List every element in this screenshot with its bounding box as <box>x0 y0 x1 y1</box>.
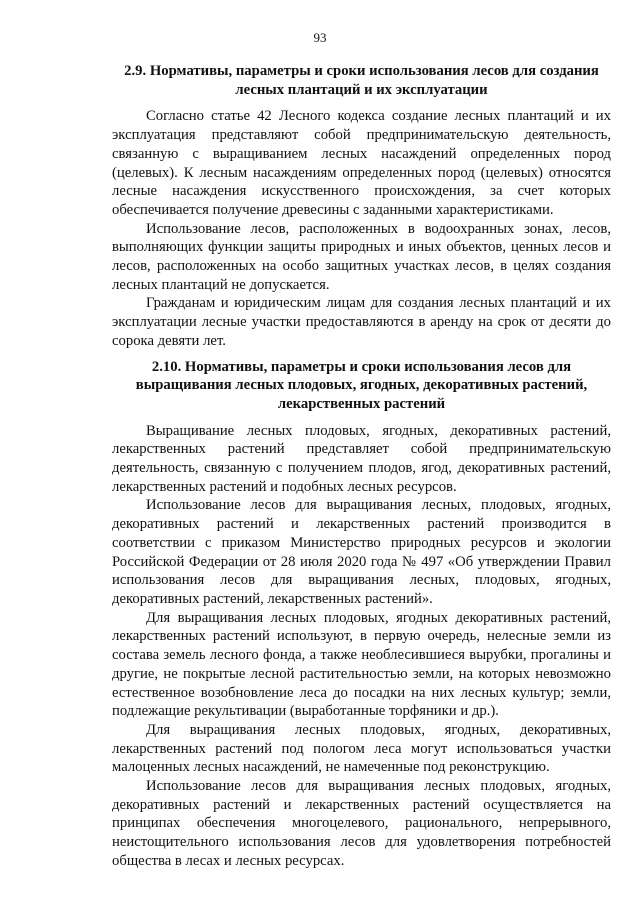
paragraph: Использование лесов для выращивания лесных плодовых, ягодных, декоративных растений и лекарственных растений осуществляется на принципах обеспечения многоцелевого, рационального, непрерывного, неистощительного использования лесов для удовлетворения потребностей общества в лесах и лесных ресурсах. <box>112 778 611 869</box>
page-number: 93 <box>313 30 327 45</box>
paragraph: Выращивание лесных плодовых, ягодных, декоративных растений, лекарственных растений представляет собой предпринимательскую деятельность, связанную с получением плодов, ягод, декоративных растений, лекарственных растений и подобных лесных ресурсов. <box>112 422 611 495</box>
paragraph: Согласно статье 42 Лесного кодекса создание лесных плантаций и их эксплуатация представляют собой предпринимательскую деятельность, связанную с выращиванием лесных насаждений определенных пород (целевых). К лесным насаждениям определенных пород (целевых) относятся лесные насаждения искусственного происхождения, за счет которых обеспечивается получение древесины с заданными характеристиками. <box>112 108 611 218</box>
paragraph: Использование лесов, расположенных в водоохранных зонах, лесов, выполняющих функции защиты природных и иных объектов, ценных лесов и лесов, расположенных на особо защитных участках лесов, в целях создания лесных плантаций не допускается. <box>112 220 611 293</box>
paragraph: Гражданам и юридическим лицам для создания лесных плантаций и их эксплуатации лесные участки предоставляются в аренду на срок от десяти до сорока девяти лет. <box>112 295 611 349</box>
document-body <box>112 62 611 871</box>
section-heading: 2.9. Нормативы, параметры и сроки использования лесов для создания лесных плантаций и их эксплуатации <box>124 63 599 98</box>
paragraph: Для выращивания лесных плодовых, ягодных, декоративных, лекарственных растений под пологом леса могут использоваться участки малоценных лесных насаждений, не намеченные под реконструкцию. <box>112 721 611 776</box>
section-heading: 2.10. Нормативы, параметры и сроки использования лесов для выращивания лесных плодовых, ягодных, декоративных растений, лекарственных растений <box>135 358 588 412</box>
paragraph: Использование лесов для выращивания лесных, плодовых, ягодных, декоративных растений и лекарственных растений производится в соответствии с приказом Министерство природных ресурсов и экологии Российской Федерации от 28 июля 2020 года № 497 «Об утверждении Правил использования лесов для выращивания лесных, плодовых, ягодных, декоративных растений, лекарственных растений». <box>112 497 611 607</box>
section-2-9 <box>112 62 611 351</box>
paragraph: Для выращивания лесных плодовых, ягодных декоративных растений, лекарственных растений используют, в первую очередь, нелесные земли из состава земель лесного фонда, а также необлесившиеся вырубки, прогалины и другие, не покрытые лесной растительностью земли, на которых невозможно естественное возобновление леса до посадки на них лесных культур; земли, подлежащие рекультивации (выработанные торфяники и др.). <box>112 609 611 720</box>
section-2-10 <box>112 358 611 871</box>
